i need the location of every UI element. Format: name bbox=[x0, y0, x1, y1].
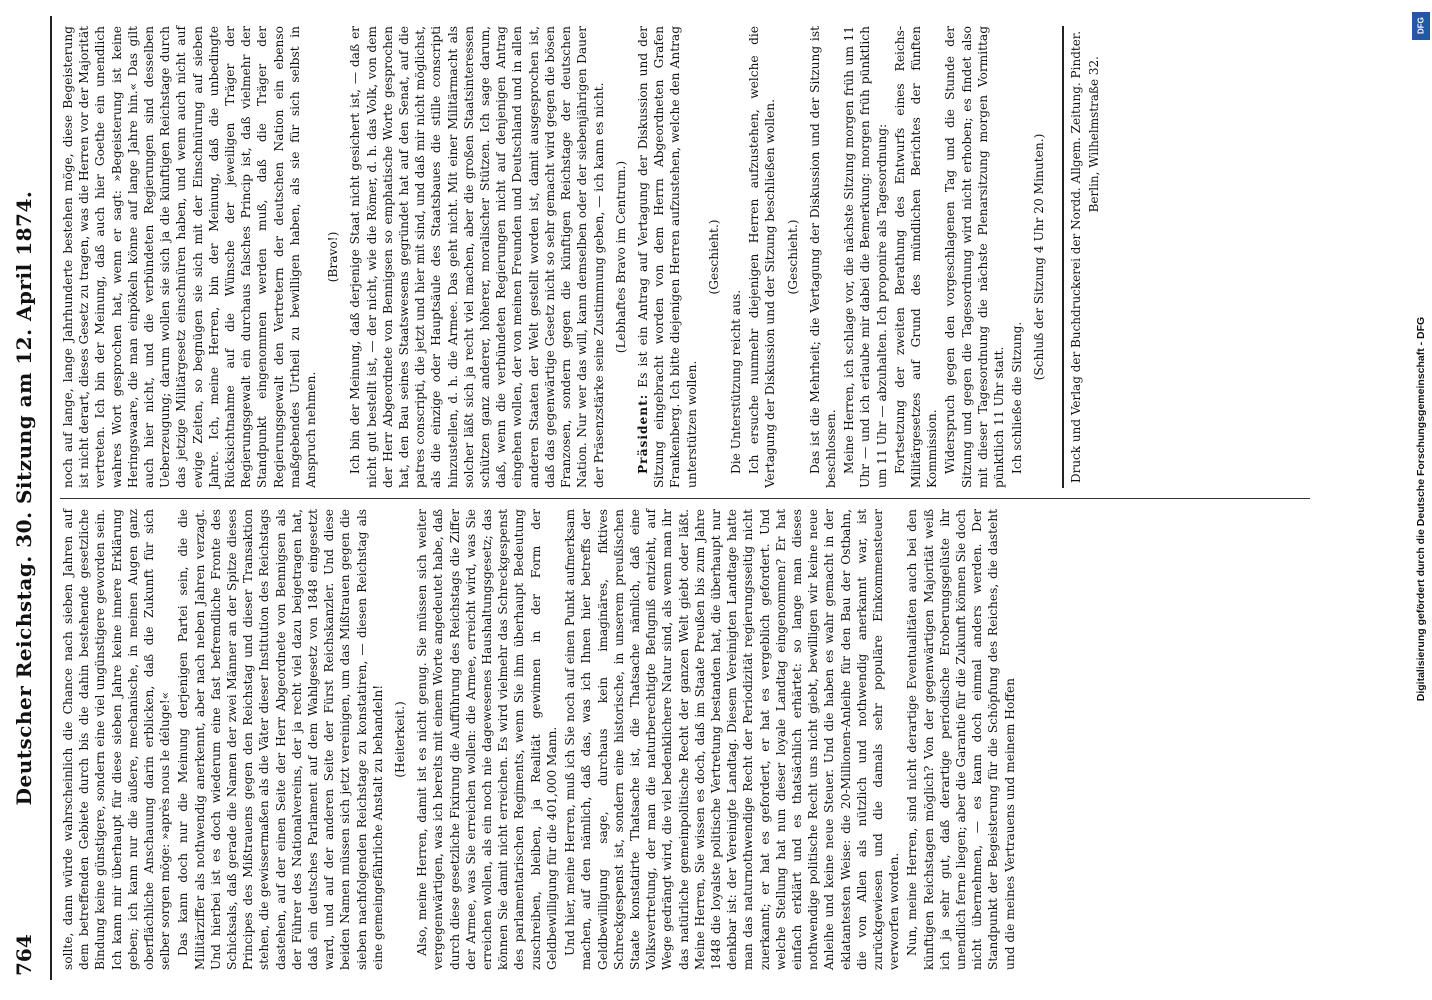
printer-address: Berlin, Wilhelmstraße 32. bbox=[1086, 56, 1101, 213]
text-columns bbox=[60, 16, 1310, 980]
printer-imprint: Druck und Verlag der Buchdruckerei der Nordd. Allgem. Zeitung. Pindter. bbox=[1068, 30, 1083, 484]
paragraph: Also, meine Herren, damit ist es nicht genug. Sie müssen sich weiter vergegenwärtigen, was ich bereits mit einem Worte angedeutet habe, daß durch diese gesetzliche Fixirung die Aufführung des Reichstags die Ziffer der Armee, was Sie erreichen wollen: die Armee, erreicht wird, was Sie erreichen wollen, als ein noch nie dagewesenes Haushaltungsgesetz; das können Sie damit nicht erreichen. Es wird vielmehr das Schreckgespenst des parlamentarischen Regiments, wenn Sie ihm überhaupt Bedeutung zuschreiben, bleiben, ja Realität gewinnen in der Form der Geldbewilligung für die 401,000 Mann. bbox=[415, 509, 559, 970]
speaker-label: Präsident: bbox=[635, 393, 650, 474]
stage-direction: (Lebhaftes Bravo im Centrum.) bbox=[613, 160, 628, 354]
page-header bbox=[0, 16, 52, 980]
paragraph: Die Unterstützung reicht aus. bbox=[728, 289, 743, 474]
running-head: Deutscher Reichstag. 30. Sitzung am 12. April 1874. bbox=[12, 190, 36, 806]
imprint-rule bbox=[1062, 26, 1102, 488]
stage-direction: (Bravo!) bbox=[326, 231, 341, 283]
paragraph: Das kann doch nur die Meinung derjenigen Partei sein, die die Militärziffer als nothwendig anerkennt, aber nach neben Jahren verzagt. Und hierbei ist es doch wiederum eine fast befremdliche Fronte des Schicksals, daß gerade die Namen der zwei Männer an der Spitze dieses Principes des Mißtrauens gegen den Reichstag und dieser Transaktion stehen, die gewissermaßen als die Väter dieser Institution des Reichstags dastehen, auf der einen Seite der Herr Abgeordnete von Bennigsen als der Führer des Nationalvereins, der ja recht viel dazu beigetragen hat, daß ein deutsches Parlament auf dem Wahlgesetz von 1848 eingesetzt ward, und auf der anderen Seite der Fürst Reichskanzler. Und diese beiden Namen müssen sich jetzt vereinigen, um das Mißtrauen gegen die sieben nachfolgenden Reichstage zu konstatiren, — diesen Reichstag als eine gemeingefährliche Anstalt zu behandeln! bbox=[176, 509, 385, 970]
paragraph: Und hier, meine Herren, muß ich Sie noch auf einen Punkt aufmerksam machen, auf den nämlich, daß das, was ich Ihnen hier betreffs der Geldbewilligung sage, durchaus kein imaginäres, fiktives Schreckgespenst ist, sondern eine historische, in unserem preußischen Staate konstatirte Thatsache ist, die Thatsache nämlich, daß eine Volksvertretung, der man die naturberechtigte Befugniß entzieht, auf Wege gedrängt wird, die viel bedenklichere Natur sind, als wenn man ihr das natürliche gemeinpolitische Recht der ganzen Welt giebt oder läßt. Meine Herren, Sie wissen es doch, daß im Staate Preußen bis zum Jahre 1848 die loyalste politische Vertretung bestanden hat, die überhaupt nur denkbar ist: der Vereinigte Landtag. Diesem Vereinigten Landtage hatte man das naturnothwendige Recht der Periodizität regierungsseitig nicht zuerkannt; er hat es gefordert, er hat es vergeblich gefordert. Und welche Stellung hat nun dieser loyale Landtag eingenommen? Er hat einfach erklärt und es thatsächlich erhärtet: so lange man dieses nothwendige politische Recht uns nicht giebt, bewilligen wir keine neue Anleihe und keine neue Steuer. Und die haben es wahr gemacht in der eklatantesten Weise: die 20-Millionen-Anleihe für den Bau der Ostbahn, die von Allen als nützlich und nothwendig anerkannt war, ist zurückgewiesen und die damals sehr populäre Einkommensteuer verworfen worden. bbox=[563, 509, 902, 970]
paragraph: noch auf lange, lange Jahrhunderte bestehen möge, diese Begeisterung ist nicht derart, dieses Gesetz zu tragen, was die Herren vor der Majorität vertreten. Ich bin der Meinung, daß auch hier Goethe ein unendlich wahres Wort gesprochen hat, wenn er sagt: »Begeisterung ist keine Heringswaare, die man einpökeln könne auf lange Jahre hin.« Das gilt auch hier nicht, und die verbündeten Regierungen sind desselben Ueberzeugung; darum wollen sie sich ja die künftigen Reichstage durch das jetzige Militärgesetz einschnüren haben, und wenn auch nicht auf ewige Zeiten, so begnügen sie sich mit der Einschnürung auf sieben Jahre. Ich, meine Herren, bin der Meinung, daß die unbedingte Rücksichtnahme auf die Wünsche der jeweiligen Träger der Regierungsgewalt ein durchaus falsches Princip ist, daß vielmehr der Standpunkt eingenommen werden muß, daß die Träger der Regierungsgewalt den Vertretern der deutschen Nation ein ebenso maßgebendes Urtheil zu bewilligen haben, als sie für sich selbst in Anspruch nehmen. bbox=[61, 26, 319, 488]
paragraph: Ich bin der Meinung, daß derjenige Staat nicht gesichert ist, — daß er nicht gut bestellt ist, — der nicht, wie die Römer, d. h. das Volk, von dem der Herr Abgeordnete von Bennigsen so emphatische Worte gesprochen hat, den Bau seines Staatswesens gegründet hat auf den Senat, auf die patres conscripti, die jetzt und hier mit sind, und daß mir nicht möglichst, als die einzige oder Hauptsäule des Staatsbaues die stille conscripti hinzustellen, d. h. die Armee. Das geht nicht. Mit einer Militärmacht als solcher läßt sich ja recht viel machen, aber die großen Staatsinteressen schützen ganz anderer, höherer, moralischer Stützen. Ich sage darum, daß, wenn die verbündeten Regierungen nicht auf denjenigen Antrag eingehen wollen, der von meinen Freunden und Deutschland und in allen anderen Staaten der Welt gestellt worden ist, damit ausgesprochen ist, daß das gegenwärtige Gesetz nicht so sehr gemacht wird gegen die bösen Franzosen, sondern gegen die künftigen Reichstage der deutschen Nation. Nur wer das will, kann demselben oder der siebenjährigen Dauer der Präsenzstärke seine Zustimmung geben, — ich kann es nicht. bbox=[348, 26, 606, 488]
stage-direction: (Geschieht.) bbox=[785, 219, 800, 295]
president-speech bbox=[635, 26, 700, 488]
page-number: 764 bbox=[12, 934, 36, 976]
digitization-credit bbox=[1412, 12, 1430, 992]
left-column bbox=[60, 498, 1310, 980]
paragraph: Ich schließe die Sitzung. bbox=[1010, 321, 1025, 474]
closing-note: (Schluß der Sitzung 4 Uhr 20 Minuten.) bbox=[1032, 133, 1047, 381]
paragraph: Widerspruch gegen den vorgeschlagenen Tag und die Stunde der Sitzung und gegen die Tagesordnung wird nicht erhoben; es findet also mit dieser Tagesordnung die nächste Plenarsitzung morgen Vormittag pünktlich 11 Uhr statt. bbox=[943, 26, 1006, 488]
paragraph: Nun, meine Herren, sind nicht derartige Eventualitäten auch bei den künftigen Reichstagen möglich? Von der gegenwärtigen Majorität weiß ich ja sehr gut, daß derartige periodische Eroberungsgelüste ihr unendlich ferne liegen; aber die Garantie für die Zukunft können Sie doch nicht übernehmen, — es kann doch einmal anders werden. Der Standpunkt der Begeisterung für die Schöpfung des Reiches, die dasteht und die meines Vertrauens und meinem Hoffen bbox=[905, 509, 1017, 970]
paragraph: Das ist die Mehrheit; die Vertagung der Diskussion und der Sitzung ist beschlossen. bbox=[807, 26, 838, 488]
paragraph: Meine Herren, ich schlage vor, die nächste Sitzung morgen früh um 11 Uhr — und ich erlaube mir dabei die Bemerkung: morgen früh pünktlich um 11 Uhr — abzuhalten. Ich proponire als Tagesordnung: bbox=[842, 26, 889, 488]
speech-text: Es ist ein Antrag auf Vertagung der Diskussion und der Sitzung eingebracht worden von dem Herrn Abgeordneten Grafen Frankenberg. Ich bitte diejenigen Herren aufzustehen, welche den Antrag unterstützen wollen. bbox=[635, 25, 699, 488]
dfg-logo: DFG bbox=[1412, 12, 1430, 40]
paragraph: Ich ersuche nunmehr diejenigen Herren aufzustehen, welche die Vertagung der Diskussion und der Sitzung beschließen wollen. bbox=[747, 26, 778, 488]
paragraph: Fortsetzung der zweiten Berathung des Entwurfs eines Reichs-Militärgesetzes auf Grund des mündlichen Berichtes der fünften Kommission. bbox=[892, 26, 940, 488]
stage-direction: (Geschieht.) bbox=[706, 219, 721, 295]
right-column bbox=[60, 16, 1310, 498]
digitization-credit-text: Digitalisierung gefördert durch die Deutsche Forschungsgemeinschaft - DFG bbox=[1415, 316, 1427, 702]
stage-direction: (Heiterkeit.) bbox=[393, 701, 408, 778]
paragraph: sollte, dann würde wahrscheinlich die Chance nach sieben Jahren auf dem betreffenden Gebiete durch bis die dahin bestehende gesetzliche Bindung keine günstigere, sondern eine viel ungünstigere geworden sein. Ich kann mir überhaupt für diese sieben Jahre keine innere Erklärung geben; ich kann nur die äußere, mechanische, in meinen Augen ganz oberflächliche Anschauung darin erblicken, daß die Zukunft für sich selber sorgen möge: »après nous le déluge!« bbox=[61, 509, 173, 970]
